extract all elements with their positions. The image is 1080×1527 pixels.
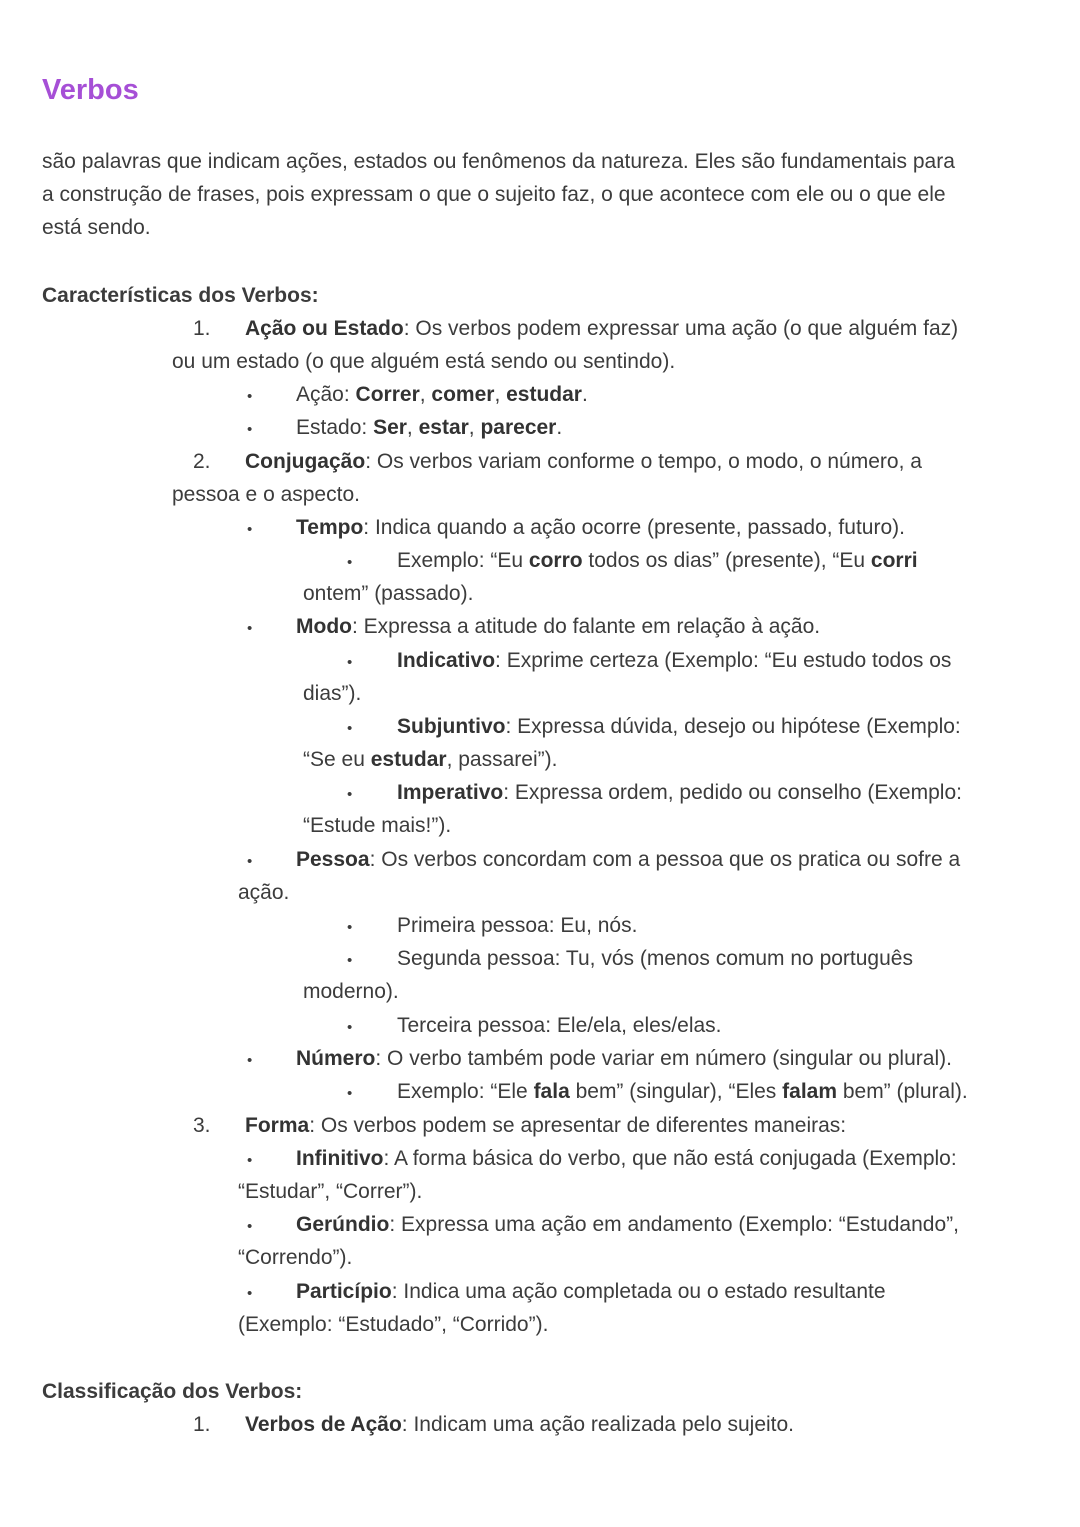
subbullet-numero-exemplo: [397, 1075, 968, 1108]
item-text: : Os verbos variam conforme o tempo, o modo, o número, a: [365, 450, 922, 473]
item-text: : A forma básica do verbo, que não está conjugada (Exemplo:: [383, 1147, 957, 1170]
bullet-icon: •: [247, 421, 253, 438]
item-label: Subjuntivo: [397, 715, 506, 738]
item-label: Ação ou Estado: [245, 317, 404, 340]
bullet-icon: •: [347, 952, 353, 969]
text-part: todos os dias” (presente), “Eu: [582, 549, 871, 572]
page-title: Verbos: [42, 74, 139, 106]
bullet-gerundio: [296, 1208, 959, 1241]
list-item-continuation: pessoa e o aspecto.: [172, 483, 360, 506]
period: .: [556, 416, 563, 439]
list-item-continuation: ou um estado (o que alguém está sendo ou sentindo).: [172, 350, 676, 373]
bullet-icon: •: [347, 554, 353, 571]
bullet-icon: •: [247, 853, 253, 870]
subbullet-segunda-pessoa: Segunda pessoa: Tu, vós (menos comum no português: [397, 947, 913, 970]
item-text: : Expressa ordem, pedido ou conselho (Exemplo:: [503, 781, 962, 804]
item-label: Número: [296, 1047, 376, 1070]
item-label: Gerúndio: [296, 1213, 390, 1236]
bullet-acao: [296, 378, 588, 411]
bullet-icon: •: [247, 388, 253, 405]
bold-word: estudar: [506, 383, 582, 406]
bold-word: falam: [782, 1080, 837, 1103]
bullet-icon: •: [247, 1285, 253, 1302]
bullet-icon: •: [347, 654, 353, 671]
text-part: , passarei”).: [446, 748, 558, 771]
item-text: : O verbo também pode variar em número (singular ou plural).: [375, 1047, 952, 1070]
intro-line-1: são palavras que indicam ações, estados ou fenômenos da natureza. Eles são fundamentais para: [42, 150, 955, 173]
bullet-participio: [296, 1275, 886, 1308]
bullet-continuation: ação.: [238, 881, 290, 904]
bullet-continuation: “Correndo”).: [238, 1246, 353, 1269]
bullet-pessoa: [296, 843, 960, 876]
separator: ,: [406, 416, 419, 439]
section-heading-classificacao: Classificação dos Verbos:: [42, 1380, 303, 1403]
bold-word: Ser: [373, 416, 407, 439]
item-label: Particípio: [296, 1280, 392, 1303]
item-text: : Expressa uma ação em andamento (Exemplo: “Estudando”,: [389, 1213, 959, 1236]
item-text: : Expressa dúvida, desejo ou hipótese (Exemplo:: [505, 715, 961, 738]
bullet-icon: •: [247, 1152, 253, 1169]
bold-word: estudar: [370, 748, 447, 771]
list-number: 1.: [193, 1413, 211, 1436]
separator: ,: [468, 416, 481, 439]
subbullet-primeira-pessoa: Primeira pessoa: Eu, nós.: [397, 914, 638, 937]
bullet-estado: [296, 411, 562, 444]
item-text: : Os verbos podem se apresentar de diferentes maneiras:: [309, 1114, 847, 1137]
item-label: Conjugação: [245, 450, 366, 473]
subbullet-continuation: [303, 743, 557, 776]
subbullet-subjuntivo: [397, 710, 961, 743]
section-heading-caracteristicas: Características dos Verbos:: [42, 284, 319, 307]
bold-word: comer: [431, 383, 495, 406]
bold-word: corri: [870, 549, 918, 572]
bold-word: parecer: [480, 416, 557, 439]
item-text: : Expressa a atitude do falante em relação à ação.: [351, 615, 821, 638]
bullet-icon: •: [347, 1019, 353, 1036]
separator: ,: [419, 383, 432, 406]
subbullet-continuation: ontem” (passado).: [303, 582, 474, 605]
bold-word: fala: [533, 1080, 570, 1103]
item-text: : Indica quando a ação ocorre (presente, passado, futuro).: [363, 516, 905, 539]
bullet-continuation: (Exemplo: “Estudado”, “Corrido”).: [238, 1313, 549, 1336]
intro-line-2: a construção de frases, pois expressam o que o sujeito faz, o que acontece com ele ou o que ele: [42, 183, 946, 206]
bullet-icon: •: [247, 1052, 253, 1069]
item-label: Indicativo: [397, 649, 496, 672]
item-text: : Os verbos concordam com a pessoa que os pratica ou sofre a: [369, 848, 961, 871]
item-label: Pessoa: [296, 848, 370, 871]
bold-word: Correr: [355, 383, 420, 406]
subbullet-continuation: dias”).: [303, 682, 362, 705]
separator: ,: [494, 383, 507, 406]
bold-word: estar: [418, 416, 469, 439]
list-number: 1.: [193, 317, 211, 340]
item-label: Imperativo: [397, 781, 504, 804]
intro-line-3: está sendo.: [42, 216, 151, 239]
period: .: [581, 383, 588, 406]
subbullet-imperativo: [397, 776, 962, 809]
item-label: Tempo: [296, 516, 364, 539]
item-text: : Exprime certeza (Exemplo: “Eu estudo todos os: [495, 649, 952, 672]
bullet-icon: •: [347, 720, 353, 737]
list-number: 3.: [193, 1114, 211, 1137]
subbullet-continuation: moderno).: [303, 980, 399, 1003]
item-text: : Os verbos podem expressar uma ação (o que alguém faz): [403, 317, 959, 340]
item-label: Forma: [245, 1114, 310, 1137]
bullet-continuation: “Estudar”, “Correr”).: [238, 1180, 423, 1203]
bold-word: corro: [528, 549, 583, 572]
bullet-prefix: Ação:: [296, 383, 356, 406]
list-item-conjugacao: [245, 445, 922, 478]
subbullet-tempo-exemplo: [397, 544, 918, 577]
subbullet-continuation: “Estude mais!”).: [303, 814, 452, 837]
bullet-icon: •: [347, 919, 353, 936]
bullet-numero: [296, 1042, 952, 1075]
text-part: bem” (plural).: [837, 1080, 968, 1103]
bullet-icon: •: [247, 620, 253, 637]
bullet-prefix: Estado:: [296, 416, 374, 439]
text-part: Exemplo: “Ele: [397, 1080, 534, 1103]
bullet-tempo: [296, 511, 905, 544]
bullet-icon: •: [347, 1085, 353, 1102]
bullet-icon: •: [347, 786, 353, 803]
text-part: “Se eu: [303, 748, 371, 771]
item-label: Verbos de Ação: [245, 1413, 402, 1436]
item-text: : Indicam uma ação realizada pelo sujeito.: [401, 1413, 795, 1436]
bullet-modo: [296, 610, 820, 643]
text-part: Exemplo: “Eu: [397, 549, 529, 572]
subbullet-indicativo: [397, 644, 951, 677]
subbullet-terceira-pessoa: Terceira pessoa: Ele/ela, eles/elas.: [397, 1014, 722, 1037]
text-part: bem” (singular), “Eles: [569, 1080, 783, 1103]
list-number: 2.: [193, 450, 211, 473]
bullet-infinitivo: [296, 1142, 957, 1175]
item-label: Modo: [296, 615, 352, 638]
bullet-icon: •: [247, 1218, 253, 1235]
list-item-forma: [245, 1109, 846, 1142]
bullet-icon: •: [247, 521, 253, 538]
list-item-acao-estado: [245, 312, 958, 345]
item-text: : Indica uma ação completada ou o estado resultante: [391, 1280, 886, 1303]
item-label: Infinitivo: [296, 1147, 384, 1170]
list-item-verbos-de-acao: [245, 1408, 794, 1441]
